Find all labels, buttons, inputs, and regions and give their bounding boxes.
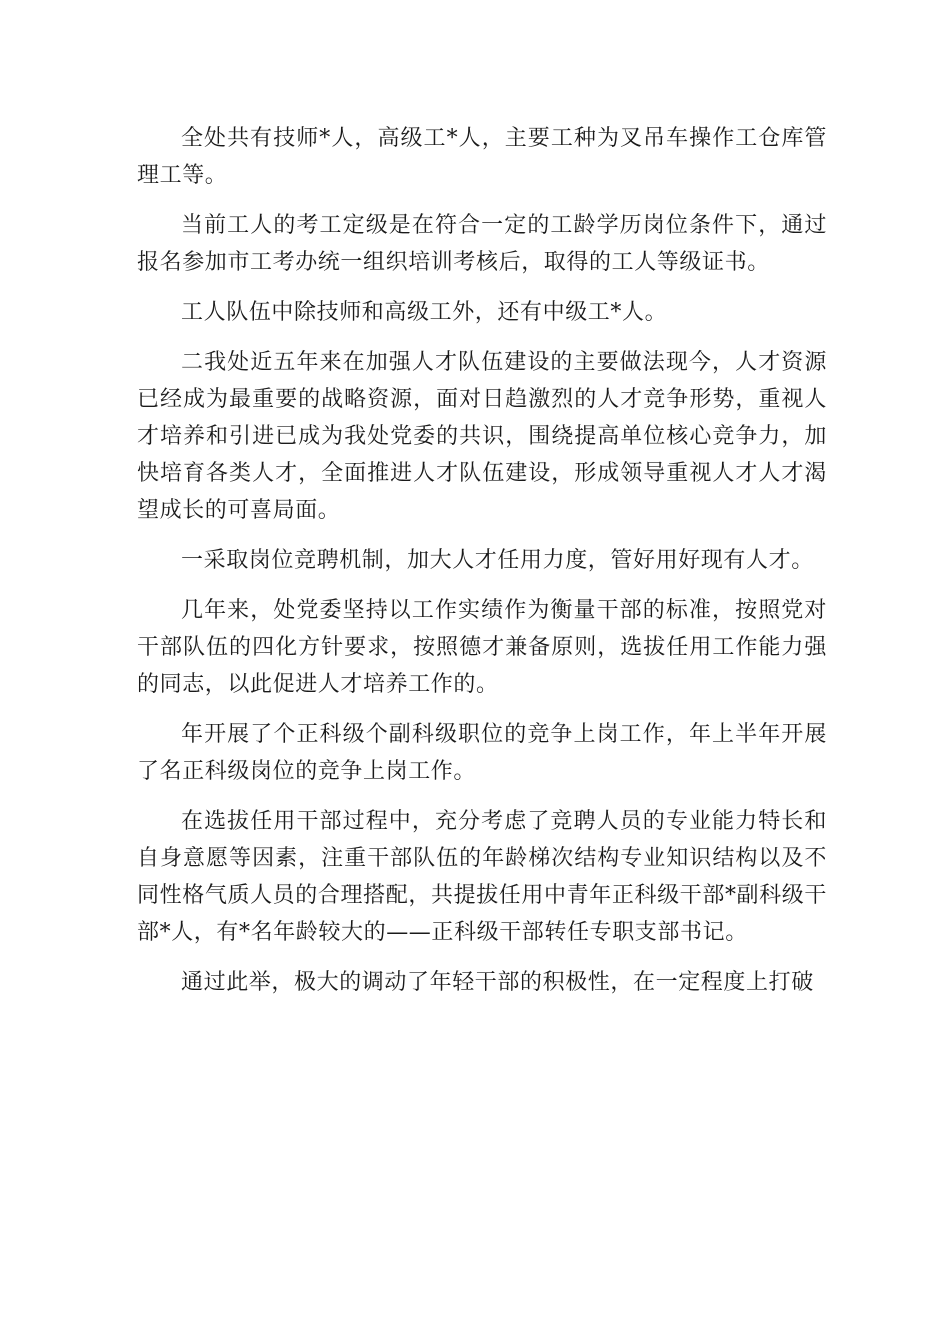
paragraph-2: 当前工人的考工定级是在符合一定的工龄学历岗位条件下，通过报名参加市工考办统一组织培训考核后，取得的工人等级证书。 — [137, 213, 827, 275]
paragraph-6: 几年来，处党委坚持以工作实绩作为衡量干部的标准，按照党对干部队伍的四化方针要求，按照德才兼备原则，选拔任用工作能力强的同志，以此促进人才培养工作的。 — [137, 598, 827, 697]
paragraph-7: 年开展了个正科级个副科级职位的竞争上岗工作，年上半年开展了名正科级岗位的竞争上岗工作。 — [137, 722, 827, 784]
paragraph-8: 在选拔任用干部过程中，充分考虑了竞聘人员的专业能力特长和自身意愿等因素，注重干部队伍的年龄梯次结构专业知识结构以及不同性格气质人员的合理搭配，共提拔任用中青年正科级干部*副科级干部*人，有*名年龄较大的——正科级干部转任专职支部书记。 — [137, 809, 827, 945]
paragraph-1: 全处共有技师*人，高级工*人，主要工种为叉吊车操作工仓库管理工等。 — [137, 126, 827, 188]
paragraph-5: 一采取岗位竞聘机制，加大人才任用力度，管好用好现有人才。 — [181, 548, 814, 573]
document-body — [137, 120, 827, 1014]
paragraph-3: 工人队伍中除技师和高级工外，还有中级工*人。 — [181, 300, 668, 325]
paragraph-9: 通过此举，极大的调动了年轻干部的积极性，在一定程度上打破 — [181, 970, 814, 995]
paragraph-4: 二我处近五年来在加强人才队伍建设的主要做法现今，人才资源已经成为最重要的战略资源，面对日趋激烈的人才竞争形势，重视人才培养和引进已成为我处党委的共识，围绕提高单位核心竞争力，加快培育各类人才，全面推进人才队伍建设，形成领导重视人才人才渴望成长的可喜局面。 — [137, 350, 827, 523]
